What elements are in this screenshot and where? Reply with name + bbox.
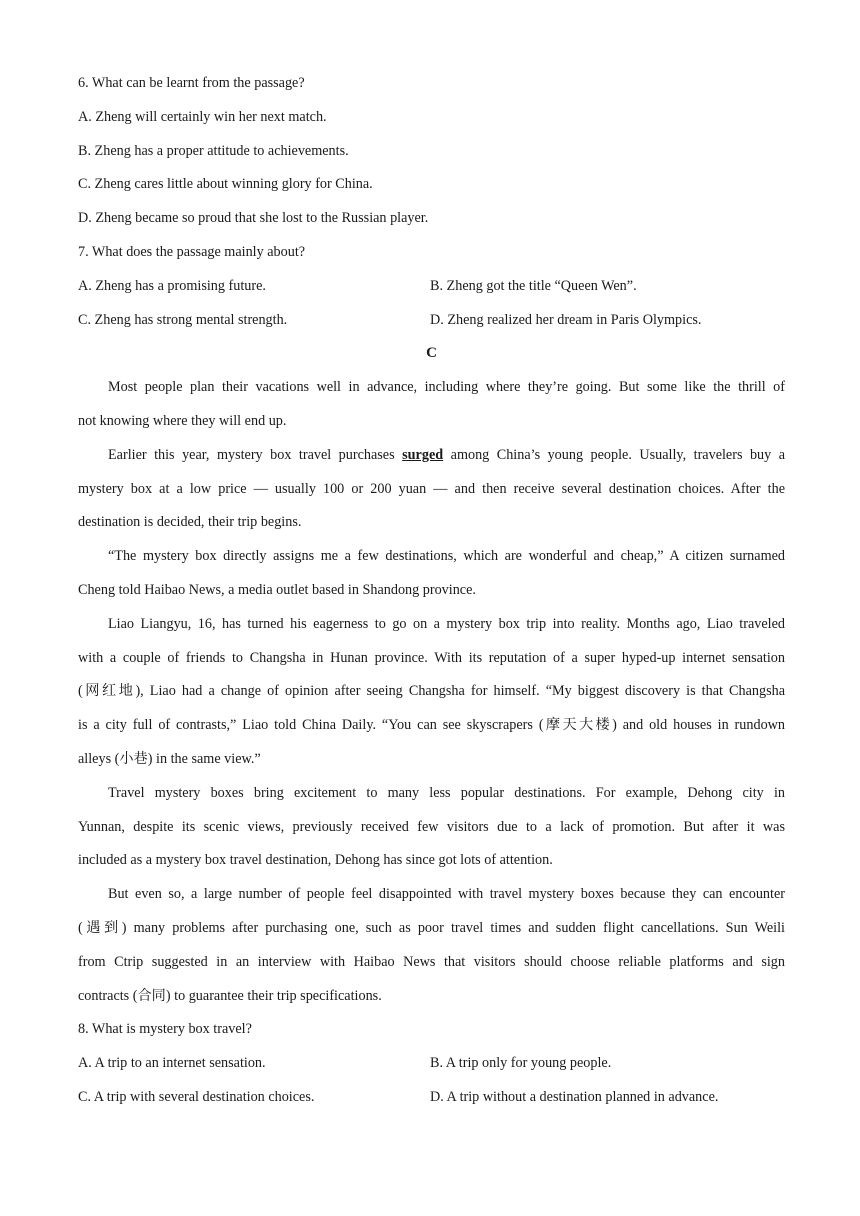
document-page [78,73,785,1121]
question-6-option-b: B. Zheng has a proper attitude to achievements. [78,142,349,159]
passage-paragraph-4 [78,614,785,783]
passage-paragraph-1 [78,377,785,445]
question-8-option-b: B. A trip only for young people. [430,1055,612,1072]
passage-text: Earlier this year, mystery box travel purchases [108,446,395,463]
question-6-option-c: C. Zheng cares little about winning glory for China. [78,176,373,193]
question-8-options-row-2 [78,1087,785,1121]
passage-line: Travel mystery boxes bring excitement to many less popular destinations. For example, Dehong city in [108,784,785,801]
passage-paragraph-5 [78,783,785,884]
question-7-options-row-2 [78,310,785,344]
passage-line: with a couple of friends to Changsha in Hunan province. With its reputation of a super hyped-up internet sensation [78,649,785,666]
question-8-option-d: D. A trip without a destination planned in advance. [430,1088,719,1105]
passage-line: But even so, a large number of people feel disappointed with travel mystery boxes because they can encounter [108,886,785,903]
passage-line: contracts (合同) to guarantee their trip specifications. [78,987,382,1004]
question-7-options-row-1 [78,276,785,310]
question-6-stem: 6. What can be learnt from the passage? [78,75,305,91]
question-8-stem: 8. What is mystery box travel? [78,1021,252,1038]
passage-paragraph-2 [78,445,785,546]
passage-line: (遇到) many problems after purchasing one, such as poor travel times and sudden flight cancellations. Sun Weili [78,919,785,936]
passage-line [78,445,785,479]
passage-line: “The mystery box directly assigns me a few destinations, which are wonderful and cheap,” A citizen surnamed [108,548,785,565]
passage-line: Liao Liangyu, 16, has turned his eagerness to go on a mystery box trip into reality. Months ago, Liao traveled [108,615,785,632]
passage-line: is a city full of contrasts,” Liao told China Daily. “You can see skyscrapers (摩天大楼) and old houses in rundown [78,717,785,734]
passage-line: alleys (小巷) in the same view.” [78,750,261,767]
question-7-option-c: C. Zheng has strong mental strength. [78,311,288,328]
question-7-option-d: D. Zheng realized her dream in Paris Olympics. [430,311,702,328]
question-7-stem: 7. What does the passage mainly about? [78,243,306,260]
passage-paragraph-6 [78,884,785,1019]
passage-line: included as a mystery box travel destination, Dehong has since got lots of attention. [78,852,553,869]
passage-line: destination is decided, their trip begins. [78,514,302,531]
passage-line: (网红地), Liao had a change of opinion after seeing Changsha for himself. “My biggest discovery is that Changsha [78,683,785,700]
question-7-option-b: B. Zheng got the title “Queen Wen”. [430,277,637,294]
passage-line: Cheng told Haibao News, a media outlet based in Shandong province. [78,581,476,598]
passage-line: not knowing where they will end up. [78,412,287,429]
question-7-option-a: A. Zheng has a promising future. [78,277,266,294]
question-6-option-a: A. Zheng will certainly win her next match. [78,108,327,125]
passage-line: mystery box at a low price — usually 100 or 200 yuan — and then receive several destination choices. After the [78,480,785,497]
question-8-options-row-1 [78,1053,785,1087]
question-8-option-c: C. A trip with several destination choices. [78,1088,315,1105]
passage-text: among China’s young people. Usually, travelers buy a [450,446,785,463]
passage-line: Yunnan, despite its scenic views, previously received few visitors due to a lack of promotion. But after it was [78,818,785,835]
section-c-title: C [426,345,437,362]
passage-line: Most people plan their vacations well in advance, including where they’re going. But some like the thrill of [108,379,785,396]
question-8-option-a: A. A trip to an internet sensation. [78,1055,266,1072]
question-6-option-d: D. Zheng became so proud that she lost to the Russian player. [78,210,429,227]
passage-paragraph-3 [78,546,785,614]
passage-line: from Ctrip suggested in an interview with Haibao News that visitors should choose reliable platforms and sign [78,953,785,970]
underlined-word: surged [402,446,444,463]
